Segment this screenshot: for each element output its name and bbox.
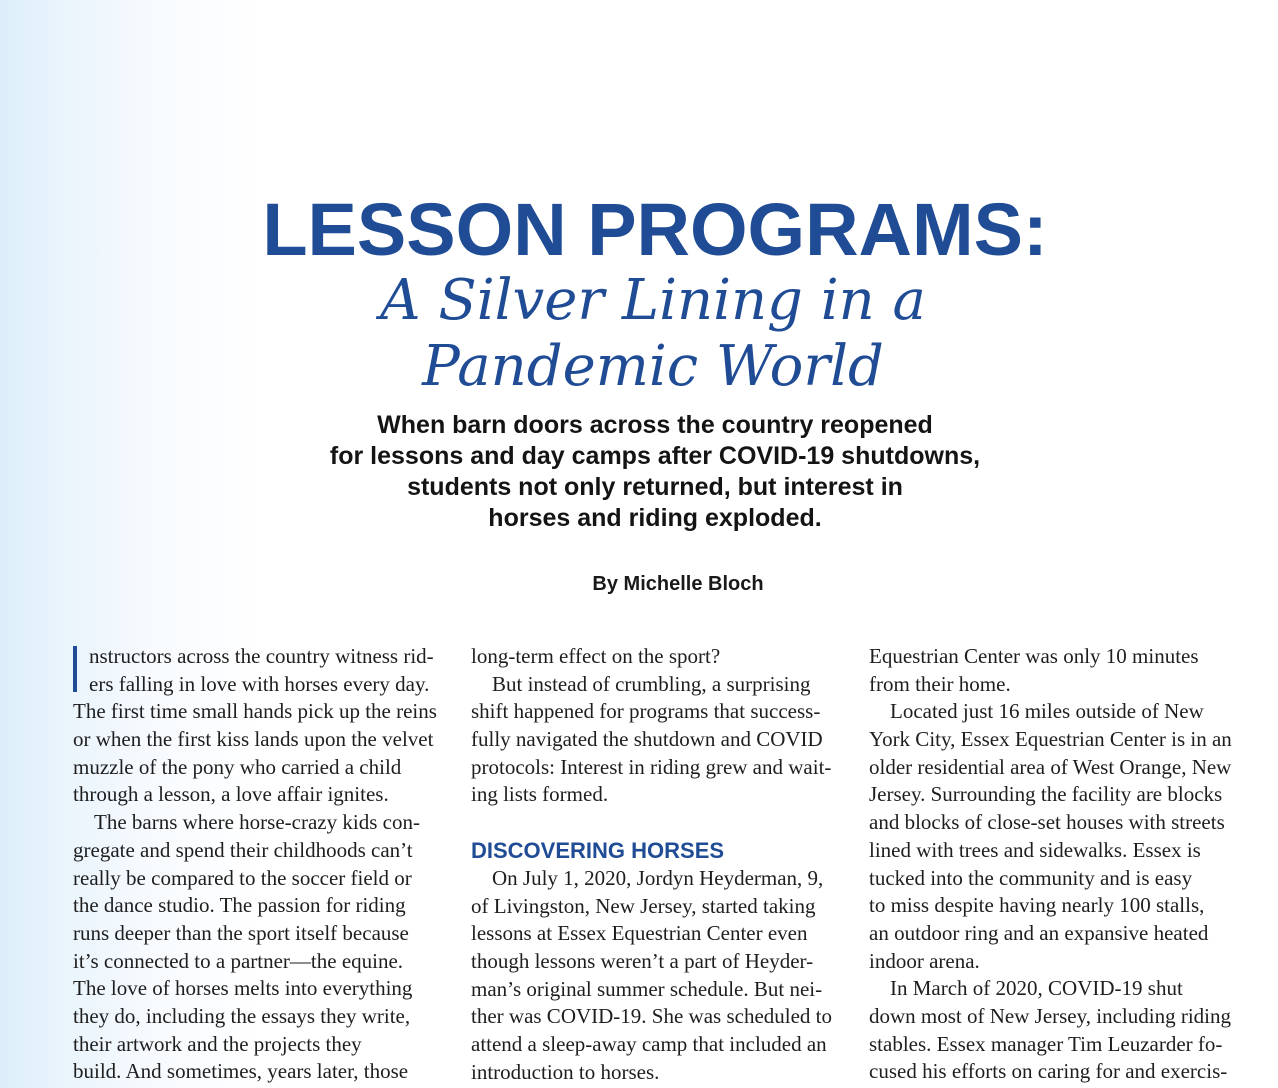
- dek-line: students not only returned, but interest in: [407, 473, 903, 501]
- body-line: protocols: Interest in riding grew and wait-: [471, 754, 832, 779]
- body-line: tucked into the community and is easy: [869, 865, 1193, 890]
- body-line: fully navigated the shutdown and COVID: [471, 727, 823, 752]
- body-line: their artwork and the projects they: [73, 1031, 362, 1056]
- body-line: ers falling in love with horses every day.: [89, 671, 430, 696]
- body-line: long-term effect on the sport?: [471, 644, 721, 668]
- body-line: York City, Essex Equestrian Center is in an: [869, 727, 1232, 752]
- body-line: Equestrian Center was only 10 minutes: [869, 644, 1199, 668]
- body-line: an outdoor ring and an expansive heated: [869, 920, 1209, 945]
- body-line: runs deeper than the sport itself because: [73, 920, 409, 945]
- subtitle-line: Pandemic World: [422, 334, 884, 399]
- body-line: attend a sleep-away camp that included an: [471, 1031, 827, 1056]
- body-line: lessons at Essex Equestrian Center even: [471, 921, 808, 946]
- body-line: it’s connected to a partner—the equine.: [73, 948, 404, 973]
- subtitle-line: A Silver Lining in a: [380, 268, 926, 333]
- body-line: stables. Essex manager Tim Leuzarder fo-: [869, 1031, 1223, 1056]
- body-line: shift happened for programs that success-: [471, 699, 821, 724]
- body-line: gregate and spend their childhoods can’t: [73, 837, 413, 862]
- body-line: Located just 16 miles outside of New: [890, 699, 1204, 724]
- drop-cap-paragraph: [73, 643, 433, 698]
- body-line: through a lesson, a love affair ignites.: [73, 782, 389, 807]
- body-line: Jersey. Surrounding the facility are blocks: [869, 782, 1223, 807]
- body-line: The first time small hands pick up the reins: [73, 699, 437, 724]
- body-line: man’s original summer schedule. But nei-: [471, 976, 823, 1001]
- body-line: to miss despite having nearly 100 stalls,: [869, 893, 1205, 918]
- body-line: ing lists formed.: [471, 782, 609, 807]
- body-line: introduction to horses.: [471, 1059, 660, 1084]
- byline: By Michelle Bloch: [592, 573, 764, 595]
- dek-line: When barn doors across the country reopened: [377, 411, 933, 439]
- body-line: of Livingston, New Jersey, started taking: [471, 893, 816, 918]
- body-line: But instead of crumbling, a surprising: [492, 671, 811, 696]
- body-line: indoor arena.: [869, 948, 980, 973]
- body-line: the dance studio. The passion for riding: [73, 893, 406, 918]
- body-line: from their home.: [869, 671, 1011, 696]
- dek-line: horses and riding exploded.: [488, 504, 822, 532]
- body-column-3: [869, 643, 1244, 1086]
- body-line: and blocks of close-set houses with streets: [869, 810, 1225, 835]
- body-line: On July 1, 2020, Jordyn Heyderman, 9,: [492, 865, 824, 890]
- body-line: they do, including the essays they write,: [73, 1003, 411, 1028]
- article-dek: [0, 410, 1278, 534]
- body-line: In March of 2020, COVID-19 shut: [890, 976, 1183, 1001]
- body-line: really be compared to the soccer field or: [73, 865, 412, 890]
- drop-cap-i: [73, 646, 77, 692]
- body-line: or when the first kiss lands upon the velvet: [73, 727, 434, 752]
- body-line: build. And sometimes, years later, those: [73, 1059, 409, 1084]
- body-line: down most of New Jersey, including riding: [869, 1003, 1232, 1028]
- body-line: nstructors across the country witness rid-: [89, 644, 434, 668]
- body-line: ther was COVID-19. She was scheduled to: [471, 1004, 833, 1029]
- body-line: though lessons weren’t a part of Heyder-: [471, 948, 814, 973]
- body-line: The love of horses melts into everything: [73, 976, 413, 1001]
- body-line: older residential area of West Orange, New: [869, 754, 1232, 779]
- body-column-1: [73, 643, 437, 1086]
- body-line: cused his efforts on caring for and exercis-: [869, 1059, 1228, 1084]
- article-subtitle: [0, 268, 1278, 400]
- body-line: The barns where horse-crazy kids con-: [94, 810, 420, 835]
- body-line: lined with trees and sidewalks. Essex is: [869, 837, 1201, 862]
- article-title: LESSON PROGRAMS:: [262, 188, 1048, 271]
- dek-line: for lessons and day camps after COVID-19 shutdowns,: [329, 442, 981, 470]
- body-column-2: [471, 643, 841, 1086]
- body-line: muzzle of the pony who carried a child: [73, 754, 402, 779]
- section-heading: DISCOVERING HORSES: [471, 838, 725, 864]
